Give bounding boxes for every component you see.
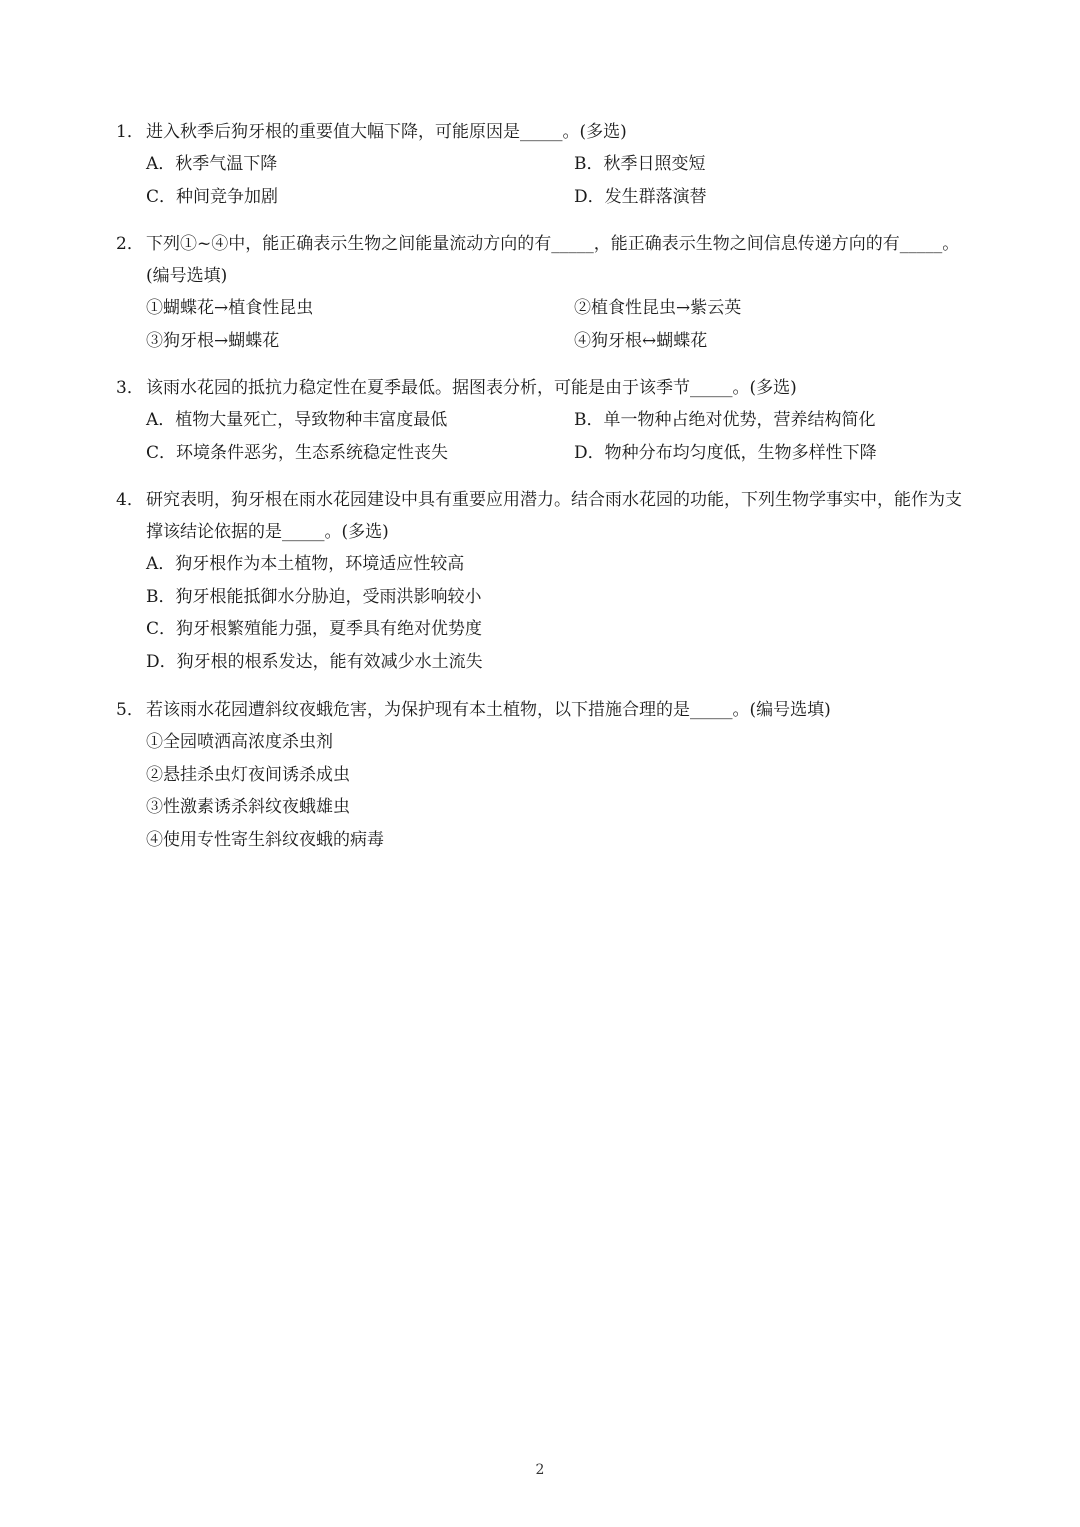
options [116,726,976,856]
question-number: 5． [116,700,144,720]
options [116,404,976,469]
option-1: ①蝴蝶花→植食性昆虫 [146,298,314,318]
question-number: 1． [116,122,144,142]
option-1: ①全园喷洒高浓度杀虫剂 [146,732,333,752]
option-3: ③狗牙根→蝴蝶花 [146,330,280,351]
question-number: 2． [116,234,144,254]
question-3 [116,372,976,469]
question-stem [116,116,976,148]
question-text: 该雨水花园的抵抗力稳定性在夏季最低。据图表分析，可能是由于该季节_____。(多选) [146,378,797,398]
option-b: B．秋季日照变短 [574,154,706,174]
option-3: ③性激素诱杀斜纹夜蛾雄虫 [146,797,350,817]
option-c: C．环境条件恶劣，生态系统稳定性丧失 [146,442,449,463]
question-text: 研究表明，狗牙根在雨水花园建设中具有重要应用潜力。结合雨水花园的功能，下列生物学事实中，能作为支撑该结论依据的是_____。(多选) [146,490,962,542]
option-a: A．狗牙根作为本土植物，环境适应性较高 [146,554,465,574]
option-b: B．狗牙根能抵御水分胁迫，受雨洪影响较小 [146,586,482,607]
question-4 [116,484,976,678]
question-number: 3． [116,378,144,398]
option-4: ④狗牙根↔蝴蝶花 [574,330,708,351]
question-stem [116,228,976,292]
option-d: D．发生群落演替 [574,186,707,207]
options [116,292,976,357]
page-number: 2 [535,1462,545,1478]
question-stem [116,484,976,548]
option-d: D．物种分布均匀度低，生物多样性下降 [574,442,877,463]
option-2: ②悬挂杀虫灯夜间诱杀成虫 [146,764,350,785]
options [116,148,976,213]
question-stem [116,694,976,726]
option-a: A．植物大量死亡，导致物种丰富度最低 [146,410,448,430]
option-2: ②植食性昆虫→紫云英 [574,298,742,318]
question-stem [116,372,976,404]
option-b: B．单一物种占绝对优势，营养结构简化 [574,410,876,430]
option-c: C．种间竞争加剧 [146,186,279,207]
option-4: ④使用专性寄生斜纹夜蛾的病毒 [146,829,384,850]
option-a: A．秋季气温下降 [146,154,278,174]
question-5 [116,694,976,856]
question-2 [116,228,976,357]
question-text: 若该雨水花园遭斜纹夜蛾危害，为保护现有本土植物，以下措施合理的是_____。(编号选填) [146,700,831,720]
option-c: C．狗牙根繁殖能力强，夏季具有绝对优势度 [146,619,483,639]
question-number: 4． [116,490,144,510]
question-text: 进入秋季后狗牙根的重要值大幅下降，可能原因是_____。(多选) [146,122,627,142]
question-1 [116,116,976,213]
option-d: D．狗牙根的根系发达，能有效减少水土流失 [146,651,483,672]
options [116,548,976,678]
question-text: 下列①~④中，能正确表示生物之间能量流动方向的有_____，能正确表示生物之间信息传递方向的有_____。(编号选填) [146,234,960,286]
